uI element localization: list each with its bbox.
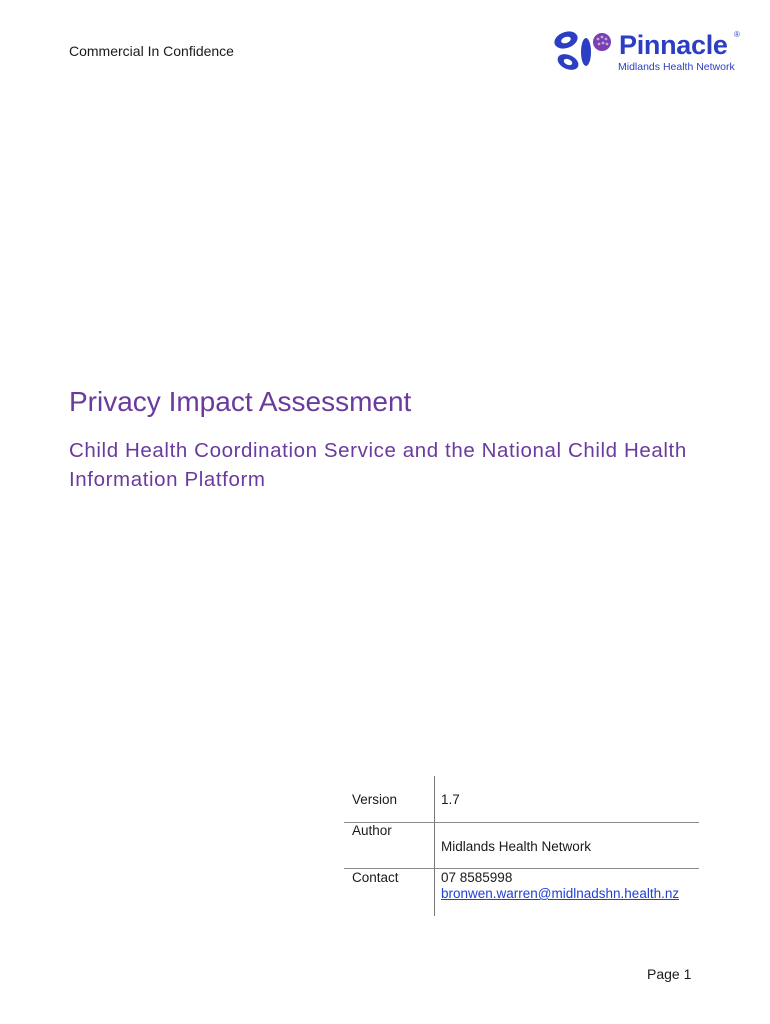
contact-label: Contact [352, 870, 399, 885]
confidentiality-label: Commercial In Confidence [69, 43, 234, 59]
document-info-table [344, 776, 699, 916]
butterfly-logo-icon [552, 28, 616, 76]
table-row-separator [344, 822, 699, 823]
table-row-separator [344, 868, 699, 869]
version-label: Version [352, 792, 398, 807]
version-value: 1.7 [441, 792, 460, 807]
table-divider [434, 776, 435, 916]
document-title: Privacy Impact Assessment [69, 386, 412, 417]
document-subtitle: Child Health Coordination Service and the National Child Health Information Platform [69, 439, 687, 491]
contact-email-link[interactable]: bronwen.warren@midlnadshn.health.nz [441, 886, 680, 901]
logo-name: Pinnacle [619, 30, 728, 60]
contact-phone: 07 8585998 [441, 870, 513, 885]
page-number: Page 1 [647, 966, 692, 982]
logo-subtitle: Midlands Health Network [618, 61, 735, 73]
author-label: Author [352, 823, 392, 838]
pinnacle-logo [552, 28, 742, 76]
logo-registered-mark: ® [734, 30, 740, 39]
author-value: Midlands Health Network [441, 839, 592, 854]
